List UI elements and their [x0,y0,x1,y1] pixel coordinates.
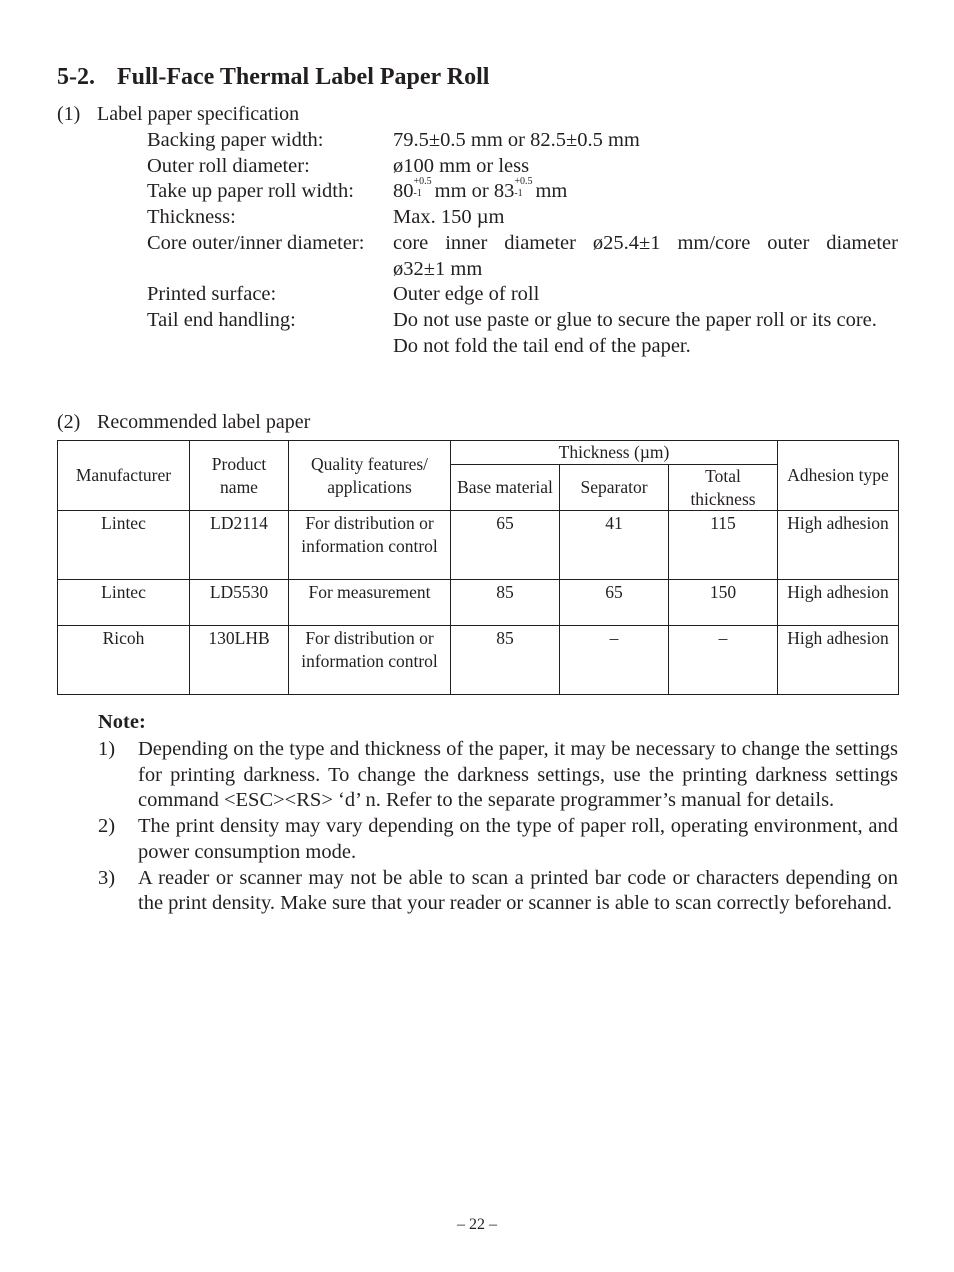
spec-row-thickness [147,205,898,231]
cell-manufacturer: Ricoh [58,626,190,695]
cell-total: 150 [669,580,778,626]
tolerance-2 [514,176,533,200]
spec-value: ø100 mm or less [393,154,530,177]
table-header-row [58,441,899,465]
spec-row-core [147,231,898,282]
cell-adhesion: High adhesion [778,511,899,580]
tolerance-lower: -1 [413,188,422,200]
note-item [98,737,898,814]
tolerance-lower: -1 [514,188,523,200]
header-base: Base material [451,465,560,511]
spec-label: Tail end handling: [147,308,296,331]
cell-product: 130LHB [190,626,289,695]
takeup-width-2: mm or 83 [429,180,515,203]
cell-manufacturer: Lintec [58,580,190,626]
spec-label: Outer roll diameter: [147,154,310,177]
spec-value-takeup [393,176,898,205]
takeup-width-1: 80 [393,180,414,203]
cell-separator: – [560,626,669,695]
tolerance-upper: +0.5 [514,176,533,188]
note-title: Note: [98,711,146,733]
cell-product: LD5530 [190,580,289,626]
core-line-2: ø32±1 mm [393,257,483,280]
cell-adhesion: High adhesion [778,626,899,695]
spec-value: Outer edge of roll [393,283,540,306]
cell-manufacturer: Lintec [58,511,190,580]
spec-label: Printed surface: [147,283,277,306]
spec-row-takeup [147,176,898,205]
tolerance-upper: +0.5 [413,176,432,188]
takeup-unit: mm [530,180,568,203]
cell-quality: For measurement [289,580,451,626]
spec-label: Core outer/inner diameter: [147,231,365,254]
spec-row-printed [147,282,898,308]
header-separator: Separator [560,465,669,511]
header-quality: Quality features/ applications [289,441,451,511]
cell-total: 115 [669,511,778,580]
spec-heading-text: Label paper specification [97,103,300,125]
table-row [58,511,899,580]
note-text: The print density may vary depending on the type of paper roll, operating environment, and power consumption mode. [138,815,898,863]
cell-separator: 65 [560,580,669,626]
cell-separator: 41 [560,511,669,580]
note-text: A reader or scanner may not be able to scan a printed bar code or characters depending on the print density. Make sure that your reader or scanner is able to scan correctly beforehand. [138,866,898,915]
recommended-heading-text: Recommended label paper [97,411,311,433]
spec-row-tail [147,308,898,359]
note-item [98,866,898,917]
table-row [58,580,899,626]
spec-row-backing [147,128,898,154]
cell-total: – [669,626,778,695]
note-item [98,814,898,865]
spec-value: 79.5±0.5 mm or 82.5±0.5 mm [393,129,640,151]
header-thickness: Thickness (µm) [451,441,778,465]
tail-line-2: Do not fold the tail end of the paper. [393,334,691,357]
cell-adhesion: High adhesion [778,580,899,626]
spec-value-core [393,231,898,282]
spec-label: Take up paper roll width: [147,180,354,203]
cell-base: 85 [451,626,560,695]
tolerance-1 [413,176,432,200]
header-adhesion: Adhesion type [778,441,899,511]
cell-quality: For distribution or information control [289,626,451,695]
header-total: Total thickness [669,465,778,511]
recommended-heading [57,411,310,434]
header-manufacturer: Manufacturer [58,441,190,511]
header-product: Product name [190,441,289,511]
tail-line-1: Do not use paste or glue to secure the paper roll or its core. [393,308,877,331]
spec-list [147,128,898,359]
note-number: 2) [98,815,116,838]
spec-heading [57,103,299,126]
note-number: 3) [98,866,116,889]
table-row [58,626,899,695]
note-text: Depending on the type and thickness of the paper, it may be necessary to change the settings for printing darkness. To change the darkness settings, use the printing darkness settings command <ESC><RS> ‘d’ n. Refer to the separate programmer’s manual for details. [138,738,898,812]
cell-product: LD2114 [190,511,289,580]
section-title [57,64,489,91]
section-title-text: Full-Face Thermal Label Paper Roll [117,64,490,90]
recommended-paper-table [57,440,899,695]
notes-list [98,737,898,917]
core-line-1: core inner diameter ø25.4±1 mm/core outer diameter [393,231,898,254]
cell-quality: For distribution or information control [289,511,451,580]
cell-base: 85 [451,580,560,626]
section-number: 5-2. [57,64,95,90]
spec-label: Thickness: [147,206,236,229]
cell-base: 65 [451,511,560,580]
spec-heading-number: (1) [57,103,81,125]
page-number: – 22 – [457,1216,497,1233]
spec-value: Max. 150 µm [393,206,505,229]
recommended-heading-number: (2) [57,411,81,433]
spec-label: Backing paper width: [147,129,324,151]
note-number: 1) [98,738,116,760]
spec-value-tail [393,308,898,359]
